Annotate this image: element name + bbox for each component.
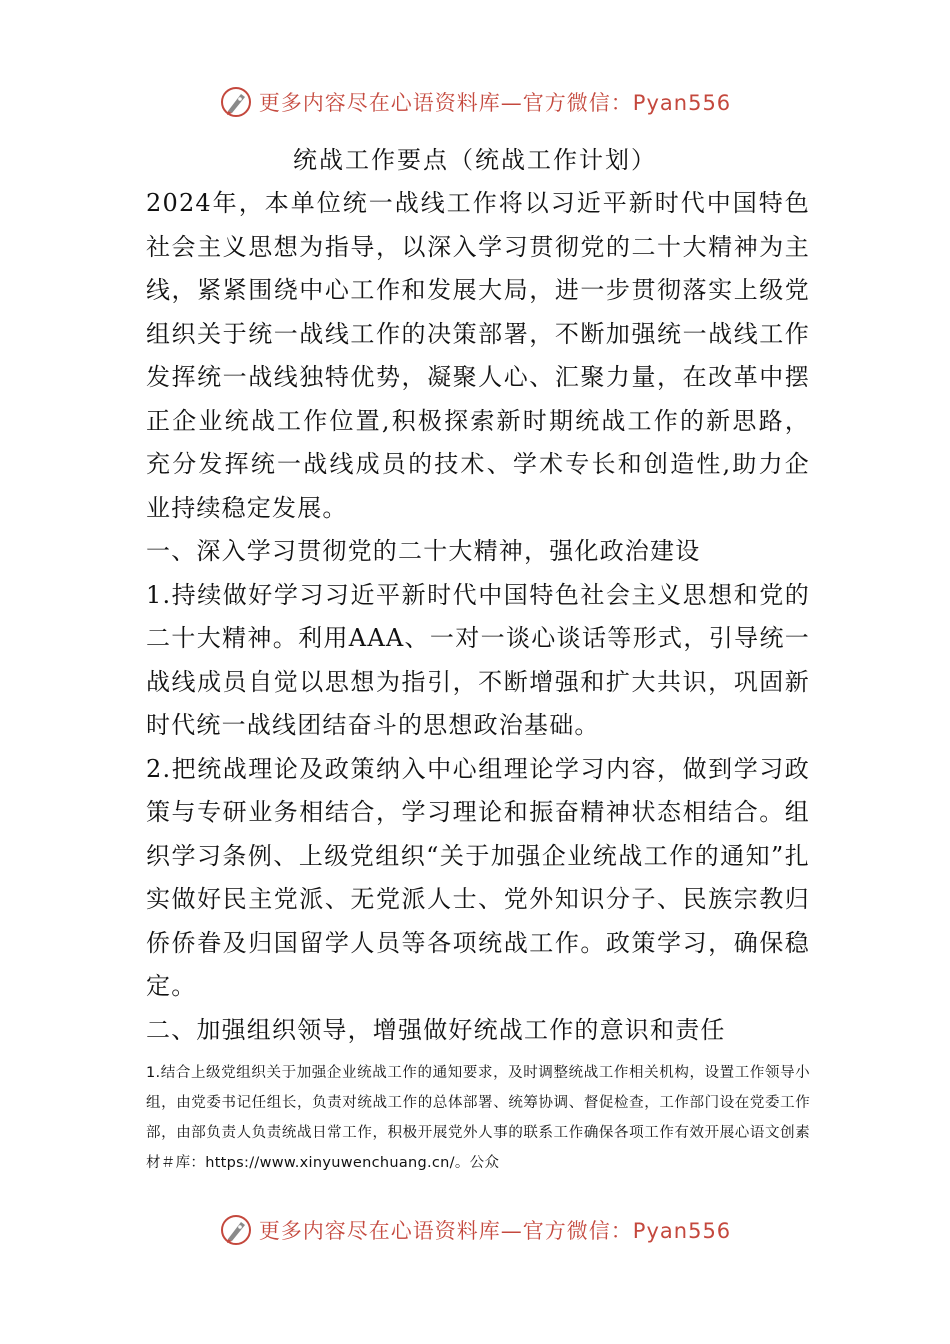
section-1-heading: 一、深入学习贯彻党的二十大精神，强化政治建设 xyxy=(146,537,701,565)
document-title: 统战工作要点（统战工作计划） xyxy=(293,146,657,174)
section-2-item-1: 1.结合上级党组织关于加强企业统战工作的通知要求，及时调整统战工作相关机构，设置工作领导小组，由党委书记任组长，负责对统战工作的总体部署、统筹协调、督促检查，工作部门设在党委工作部，由部负责人负责统战日常工作，积极开展党外人事的联系工作确保各项工作有效开展心语文创素材＃库：https://www.xinyuwenchuang.cn/。公众 xyxy=(146,1065,810,1171)
watermark-banner-bottom xyxy=(0,1208,950,1252)
watermark-banner-top xyxy=(0,80,950,124)
watermark-text: 更多内容尽在心语资料库—官方微信：Pyan556 xyxy=(258,91,732,115)
section-2-heading: 二、加强组织领导，增强做好统战工作的意识和责任 xyxy=(146,1015,726,1044)
section-1-item-1: 1.持续做好学习习近平新时代中国特色社会主义思想和党的二十大精神。利用AAA、一对一谈心谈话等形式，引导统一战线成员自觉以思想为指引，不断增强和扩大共识，巩固新时代统一战线团结奋斗的思想政治基础。 xyxy=(146,580,810,739)
intro-paragraph: 2024年，本单位统一战线工作将以习近平新时代中国特色社会主义思想为指导，以深入学习贯彻党的二十大精神为主线，紧紧围绕中心工作和发展大局，进一步贯彻落实上级党组织关于统一战线工作的决策部署，不断加强统一战线工作发挥统一战线独特优势，凝聚人心、汇聚力量，在改革中摆正企业统战工作位置,积极探索新时期统战工作的新思路，充分发挥统一战线成员的技术、学术专长和创造性,助力企业持续稳定发展。 xyxy=(146,189,810,522)
document-body xyxy=(146,182,810,1052)
section-1-item-2: 2.把统战理论及政策纳入中心组理论学习内容，做到学习政策与专研业务相结合，学习理论和振奋精神状态相结合。组织学习条例、上级党组织“关于加强企业统战工作的通知”扎实做好民主党派、无党派人士、党外知识分子、民族宗教归侨侨眷及归国留学人员等各项统战工作。政策学习，确保稳定。 xyxy=(146,754,810,1000)
pen-nib-circle-icon xyxy=(219,85,253,119)
watermark-text: 更多内容尽在心语资料库—官方微信：Pyan556 xyxy=(258,1219,732,1243)
section-2-body xyxy=(146,1058,810,1178)
pen-nib-circle-icon xyxy=(219,1213,253,1247)
